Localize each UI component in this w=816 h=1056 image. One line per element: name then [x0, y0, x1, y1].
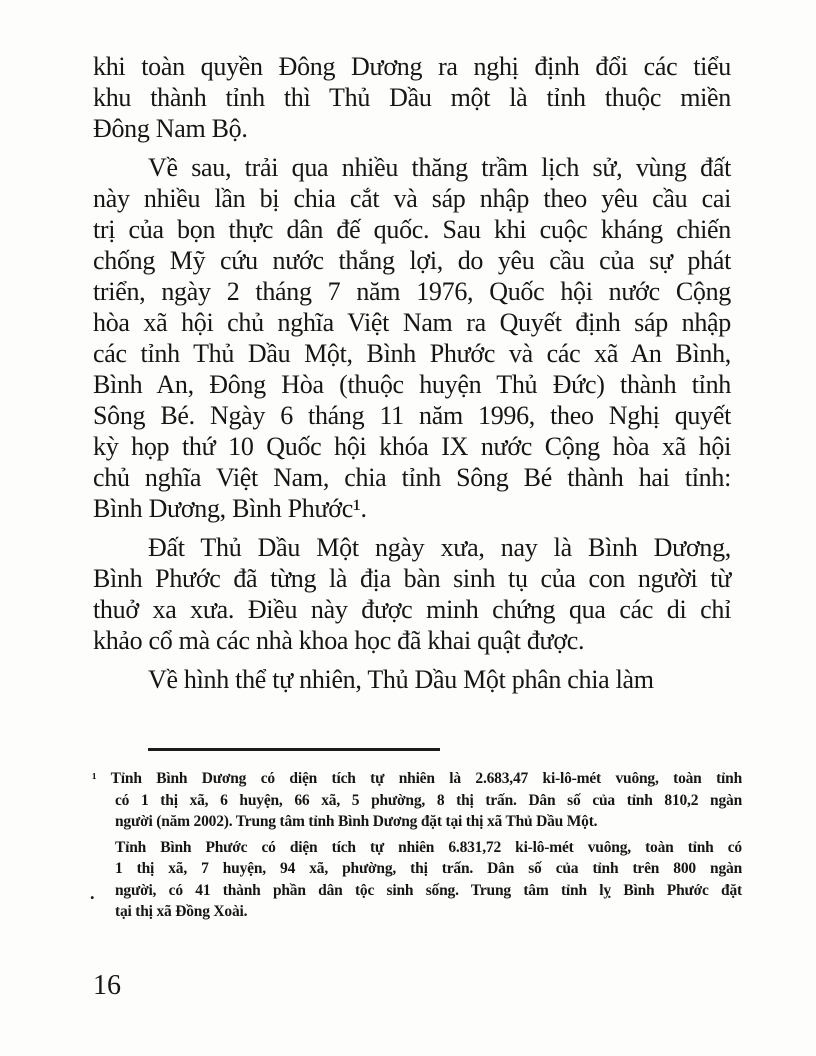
text-line: Về hình thể tự nhiên, Thủ Dầu Một phân chia làm	[148, 665, 654, 694]
text-line: khi toàn quyền Đông Dương ra nghị định đổi các tiểu	[93, 52, 731, 81]
paragraph-1	[93, 51, 731, 144]
paragraph-3	[93, 532, 731, 656]
text-line: khảo cổ mà các nhà khoa học đã khai quật được.	[93, 626, 585, 655]
footnote-binh-phuoc	[92, 837, 742, 923]
page-number: 16	[93, 970, 121, 1001]
text-line: khu thành tỉnh thì Thủ Dầu một là tỉnh thuộc miền	[93, 83, 731, 112]
text-line: hòa xã hội chủ nghĩa Việt Nam ra Quyết định sáp nhập	[93, 308, 731, 337]
footnote-line: tại thị xã Đồng Xoài.	[115, 903, 248, 920]
text-line: Bình Phước đã từng là địa bàn sinh tụ của con người từ	[93, 564, 731, 593]
text-line: Đất Thủ Dầu Một ngày xưa, nay là Bình Dương,	[148, 533, 731, 562]
footnote-binh-duong	[92, 768, 742, 833]
text-line: Bình An, Đông Hòa (thuộc huyện Thủ Đức) thành tỉnh	[93, 370, 731, 399]
footnote-line: 1 thị xã, 7 huyện, 94 xã, phường, thị trấn. Dân số của tỉnh trên 800 ngàn	[115, 860, 742, 877]
footnotes-section	[92, 768, 742, 923]
paragraph-4	[93, 664, 731, 695]
text-line: thuở xa xưa. Điều này được minh chứng qua các di chỉ	[93, 595, 731, 624]
body-text	[93, 51, 731, 695]
paragraph-2	[93, 152, 731, 524]
text-line: chủ nghĩa Việt Nam, chia tỉnh Sông Bé thành hai tỉnh:	[93, 463, 731, 492]
text-line: Sông Bé. Ngày 6 tháng 11 năm 1996, theo Nghị quyết	[93, 401, 731, 430]
footnote-line: người, có 41 thành phần dân tộc sinh sống. Trung tâm tỉnh lỵ Bình Phước đặt	[115, 881, 742, 899]
text-line: Bình Dương, Bình Phước¹.	[93, 494, 367, 523]
footnote-line: ¹ Tỉnh Bình Dương có diện tích tự nhiên là 2.683,47 ki-lô-mét vuông, toàn tỉnh	[92, 770, 742, 787]
text-line: trị của bọn thực dân đế quốc. Sau khi cuộc kháng chiến	[93, 215, 731, 244]
footnote-divider	[148, 748, 440, 751]
text-line: triển, ngày 2 tháng 7 năm 1976, Quốc hội nước Cộng	[93, 277, 731, 306]
footnote-line: Tỉnh Bình Phước có diện tích tự nhiên 6.831,72 ki-lô-mét vuông, toàn tỉnh có	[115, 838, 742, 856]
text-line: Đông Nam Bộ.	[93, 114, 248, 143]
footnote-line: người (năm 2002). Trung tâm tỉnh Bình Dương đặt tại thị xã Thủ Dầu Một.	[115, 813, 598, 830]
text-line: kỳ họp thứ 10 Quốc hội khóa IX nước Cộng hòa xã hội	[93, 432, 731, 461]
text-line: Về sau, trải qua nhiều thăng trầm lịch sử, vùng đất	[148, 153, 731, 182]
text-line: này nhiều lần bị chia cắt và sáp nhập theo yêu cầu cai	[93, 184, 731, 213]
footnote-line: có 1 thị xã, 6 huyện, 66 xã, 5 phường, 8 thị trấn. Dân số của tỉnh 810,2 ngàn	[115, 791, 742, 809]
text-line: các tỉnh Thủ Dầu Một, Bình Phước và các xã An Bình,	[93, 339, 731, 368]
stray-mark: .	[90, 883, 95, 903]
text-line: chống Mỹ cứu nước thắng lợi, do yêu cầu của sự phát	[93, 246, 731, 275]
